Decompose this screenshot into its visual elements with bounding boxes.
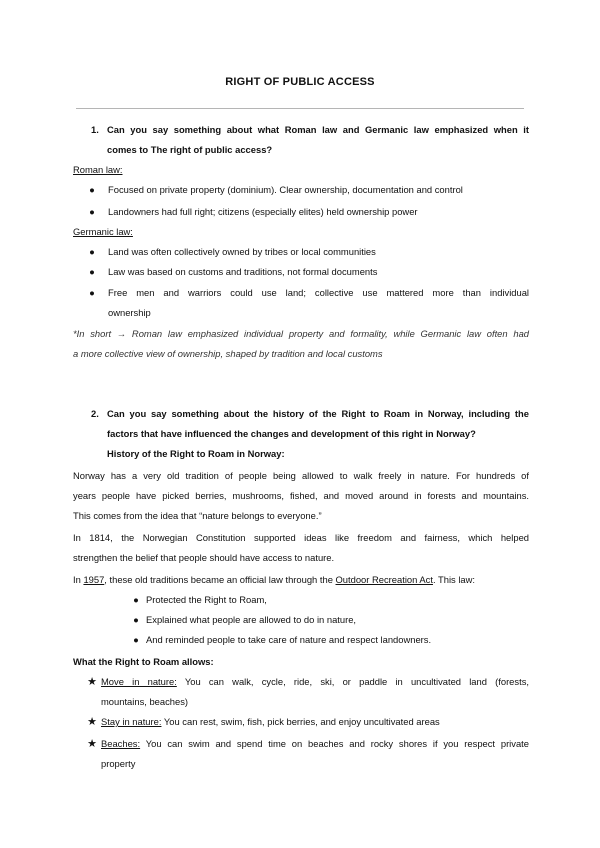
paragraph-line: In 1814, the Norwegian Constitution supported ideas like freedom and fairness, which helped: [73, 532, 529, 543]
star-icon: ★: [87, 716, 97, 728]
roman-law-heading: Roman law:: [73, 164, 123, 175]
list-item-text: And reminded people to take care of nature and respect landowners.: [146, 634, 432, 645]
list-item-text: Focused on private property (dominium). Clear ownership, documentation and control: [108, 184, 463, 195]
question-text-line: comes to The right of public access?: [107, 144, 273, 155]
star-item: ★ Beaches: You can swim and spend time on beaches and rocky shores if you respect private property: [73, 734, 529, 774]
list-item: [73, 610, 529, 630]
bullet-icon: ●: [89, 206, 95, 217]
germanic-law-heading: Germanic law:: [73, 226, 133, 237]
question-1: [73, 120, 529, 160]
paragraph-line: years people have picked berries, mushrooms, fished, and moved around in forests and mountains.: [73, 490, 529, 501]
list-item: [73, 262, 529, 282]
star-item-label: Stay in nature:: [101, 716, 162, 727]
document-title: RIGHT OF PUBLIC ACCESS: [225, 76, 375, 88]
question-2: [73, 404, 529, 444]
star-icon: ★: [87, 738, 97, 750]
star-item-text: property: [101, 758, 136, 769]
question-number: 1.: [91, 124, 99, 135]
summary-note: *In short → Roman law emphasized individual property and formality, while Germanic law often had: [73, 328, 529, 339]
act-link: Outdoor Recreation Act: [335, 574, 433, 585]
year-link: 1957: [83, 574, 105, 585]
list-item-text: Protected the Right to Roam,: [146, 594, 267, 605]
list-item-text: Free men and warriors could use land; collective use mattered more than individual: [108, 287, 529, 298]
paragraph-line: strengthen the belief that people should have access to nature.: [73, 552, 335, 563]
bullet-icon: ●: [89, 184, 95, 195]
list-item: [73, 590, 529, 610]
list-item: [73, 180, 529, 200]
list-item: [73, 242, 529, 262]
question-number: 2.: [91, 408, 99, 419]
paragraph-line: In 1957, these old traditions became an official law through the Outdoor Recreation Act. This law:: [73, 574, 475, 585]
list-item-text: Explained what people are allowed to do in nature,: [146, 614, 357, 625]
allows-heading: What the Right to Roam allows:: [73, 656, 214, 667]
star-item-label: Beaches:: [101, 738, 141, 749]
list-item-text: Law was based on customs and traditions, not formal documents: [108, 266, 378, 277]
summary-note: a more collective view of ownership, shaped by tradition and local customs: [73, 348, 383, 359]
question-text-line: Can you say something about the history of the Right to Roam in Norway, including the: [107, 408, 529, 419]
star-icon: ★: [87, 676, 97, 688]
paragraph-line: This comes from the idea that “nature belongs to everyone.”: [73, 510, 322, 521]
question-text-line: Can you say something about what Roman law and Germanic law emphasized when it: [107, 124, 529, 135]
bullet-icon: ●: [89, 266, 95, 277]
list-item-text: ownership: [108, 307, 151, 318]
bullet-icon: ●: [89, 246, 95, 257]
paragraph-line: Norway has a very old tradition of people being allowed to walk freely in nature. For hundreds of: [73, 470, 529, 481]
star-item-text: mountains, beaches): [101, 696, 189, 707]
bullet-icon: ●: [133, 594, 139, 605]
bullet-icon: ●: [133, 614, 139, 625]
list-item: [73, 283, 529, 323]
star-item-label: Move in nature:: [101, 676, 177, 687]
star-item: ★ Stay in nature: You can rest, swim, fish, pick berries, and enjoy uncultivated areas: [73, 712, 529, 732]
list-item-text: Landowners had full right; citizens (especially elites) held ownership power: [108, 206, 418, 217]
list-item: [73, 202, 529, 222]
bullet-icon: ●: [133, 634, 139, 645]
title-divider: [76, 108, 524, 109]
star-item: ★ Move in nature: You can walk, cycle, ride, ski, or paddle in uncultivated land (forests, mountains, beaches): [73, 672, 529, 712]
bullet-icon: ●: [89, 287, 95, 298]
history-subheading: History of the Right to Roam in Norway:: [107, 448, 285, 459]
question-text-line: factors that have influenced the changes and development of this right in Norway?: [107, 428, 476, 439]
list-item: [73, 630, 529, 650]
list-item-text: Land was often collectively owned by tribes or local communities: [108, 246, 376, 257]
